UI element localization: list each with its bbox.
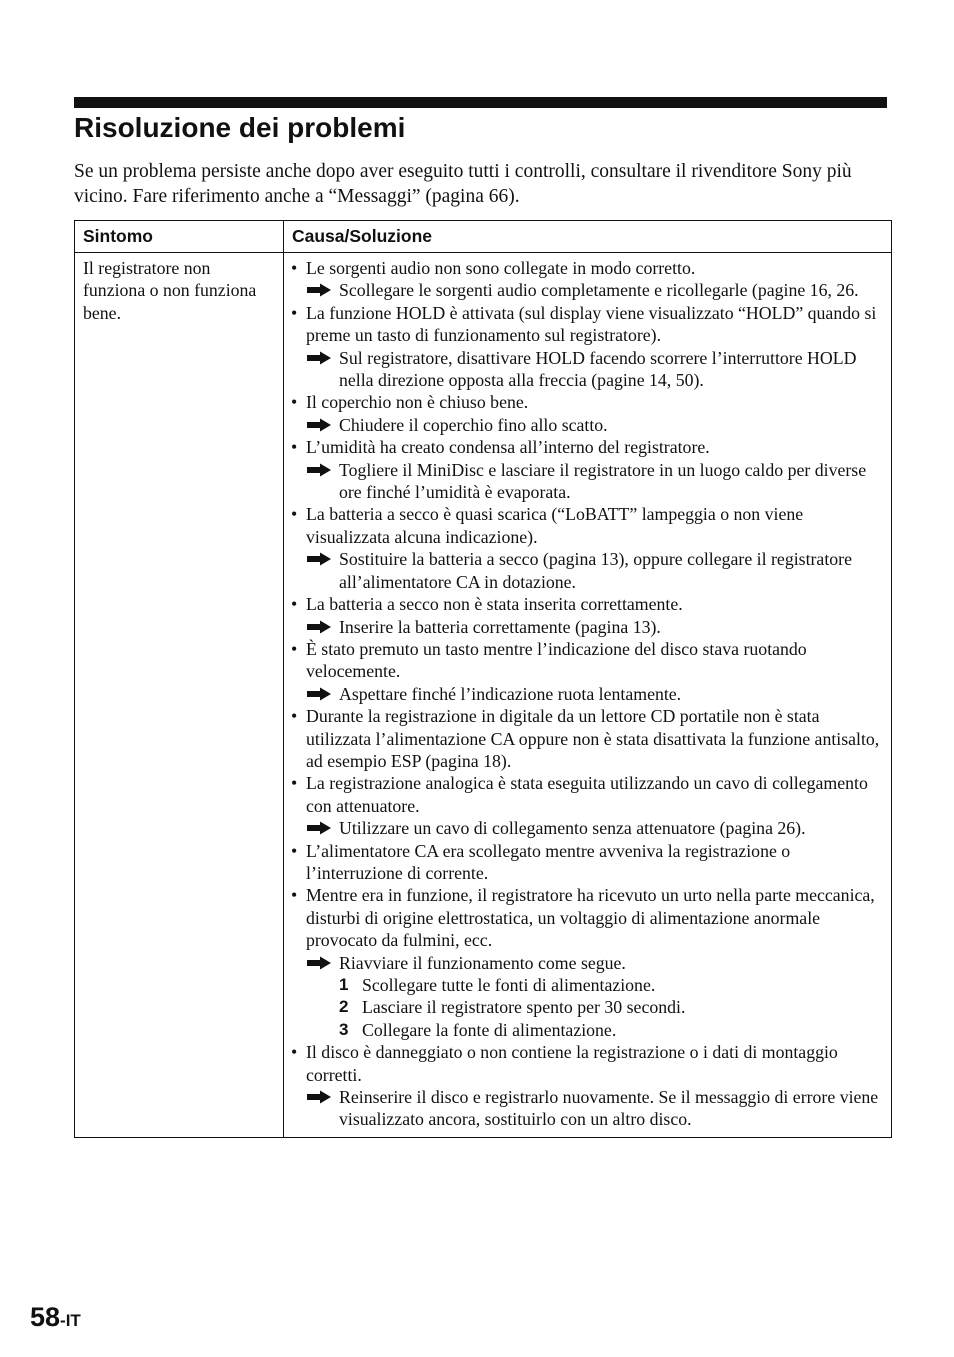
cause-text: Mentre era in funzione, il registratore ha ricevuto un urto nella parte meccanica, disturbi di origine elettrostatica, un voltaggio di alimentazione anormale provocato da fulmini, ecc. — [306, 885, 875, 951]
title-rule — [74, 97, 887, 108]
arrow-right-icon — [306, 418, 332, 432]
cause-text: Il disco è danneggiato o non contiene la registrazione o i dati di montaggio corretti. — [306, 1042, 838, 1085]
cause-text: L’umidità ha creato condensa all’interno del registratore. — [306, 437, 710, 458]
cause-item — [291, 705, 883, 772]
arrow-right-icon — [306, 956, 332, 970]
solution-item — [291, 279, 883, 301]
cause-item — [291, 840, 883, 885]
bullet-icon: • — [291, 773, 298, 794]
cause-item — [291, 593, 883, 615]
solution-text: Scollegare le sorgenti audio completamente e ricollegarle (pagine 16, 26. — [339, 280, 859, 301]
cause-text: Le sorgenti audio non sono collegate in modo corretto. — [306, 258, 696, 278]
step-item — [291, 1019, 883, 1041]
step-number: 1 — [339, 975, 349, 994]
cause-item — [291, 436, 883, 458]
arrow-right-icon — [306, 351, 332, 365]
step-number: 3 — [339, 1019, 349, 1039]
cause-item — [291, 1041, 883, 1086]
solution-item — [291, 1086, 883, 1131]
troubleshooting-table — [74, 220, 892, 1138]
solution-text: Riavviare il funzionamento come segue. — [339, 952, 626, 973]
cause-text: La registrazione analogica è stata eseguita utilizzando un cavo di collegamento con attenuatore. — [306, 773, 868, 816]
bullet-icon: • — [291, 302, 298, 323]
page-title: Risoluzione dei problemi — [74, 112, 406, 143]
arrow-right-icon — [306, 283, 332, 297]
arrow-right-icon — [306, 1090, 332, 1104]
solution-text: Chiudere il coperchio fino allo scatto. — [339, 414, 608, 435]
bullet-icon: • — [291, 638, 298, 659]
step-text: Collegare la fonte di alimentazione. — [362, 1019, 617, 1040]
symptom-cell: Il registratore non funziona o non funziona bene. — [75, 253, 284, 1138]
solution-text: Inserire la batteria correttamente (pagina 13). — [339, 616, 661, 637]
solution-text: Togliere il MiniDisc e lasciare il registratore in un luogo caldo per diverse ore finché l’umidità è evaporata. — [339, 459, 867, 503]
arrow-right-icon — [306, 620, 332, 634]
bullet-icon: • — [291, 1042, 298, 1063]
cause-item — [291, 503, 883, 548]
step-text: Scollegare tutte le fonti di alimentazione. — [362, 975, 656, 995]
solution-item — [291, 459, 883, 504]
intro-paragraph: Se un problema persiste anche dopo aver eseguito tutti i controlli, consultare il rivenditore Sony più vicino. Fare riferimento anche a “Messaggi” (pagina 66). — [74, 161, 852, 207]
solution-text: Sul registratore, disattivare HOLD facendo scorrere l’interruttore HOLD nella direzione opposta alla freccia (pagine 14, 50). — [339, 347, 857, 391]
cause-item — [291, 302, 883, 347]
bullet-icon: • — [291, 706, 298, 727]
solution-text: Utilizzare un cavo di collegamento senza attenuatore (pagina 26). — [339, 818, 806, 839]
cause-item — [291, 391, 883, 413]
cause-text: La funzione HOLD è attivata (sul display viene visualizzato “HOLD” quando si preme un tasto di funzionamento sul registratore). — [306, 302, 877, 346]
bullet-icon: • — [291, 437, 298, 458]
cause-text: È stato premuto un tasto mentre l’indicazione del disco stava ruotando velocemente. — [306, 638, 807, 682]
solution-item — [291, 952, 883, 974]
table-header-row — [75, 221, 892, 253]
solution-item — [291, 548, 883, 593]
solution-text: Aspettare finché l’indicazione ruota lentamente. — [339, 683, 682, 704]
solution-text: Reinserire il disco e registrarlo nuovamente. Se il messaggio di errore viene visualizzato ancora, sostituirlo con un altro disco. — [339, 1087, 879, 1130]
bullet-icon: • — [291, 840, 298, 861]
solutions-cell — [284, 253, 892, 1138]
solution-item — [291, 347, 883, 392]
arrow-right-icon — [306, 687, 332, 701]
table-row — [75, 253, 892, 1138]
solution-item — [291, 414, 883, 436]
step-item — [291, 974, 883, 996]
cause-text: Il coperchio non è chiuso bene. — [306, 392, 529, 413]
page-footer — [30, 1302, 81, 1333]
solution-item — [291, 817, 883, 839]
page-number: 58 — [30, 1302, 61, 1332]
solution-item — [291, 683, 883, 705]
cause-item — [291, 638, 883, 683]
solution-item — [291, 616, 883, 638]
cause-text: Durante la registrazione in digitale da un lettore CD portatile non è stata utilizzata l’alimentazione CA oppure non è stata disattivata la funzione antisalto, ad esempio ESP (pagina 18). — [306, 706, 880, 771]
arrow-right-icon — [306, 552, 332, 566]
bullet-icon: • — [291, 885, 298, 906]
arrow-right-icon — [306, 463, 332, 477]
cause-item — [291, 257, 883, 279]
page-language-suffix: -IT — [60, 1311, 81, 1330]
bullet-icon: • — [291, 392, 298, 413]
solution-text: Sostituire la batteria a secco (pagina 13), oppure collegare il registratore all’alimentatore CA in dotazione. — [339, 549, 852, 592]
bullet-icon: • — [291, 594, 298, 615]
step-text: Lasciare il registratore spento per 30 secondi. — [362, 997, 686, 1018]
cause-text: La batteria a secco è quasi scarica (“LoBATT” lampeggia o non viene visualizzata alcuna indicazione). — [306, 504, 804, 547]
cause-item — [291, 772, 883, 817]
cause-item — [291, 884, 883, 951]
step-number: 2 — [339, 997, 349, 1017]
step-item — [291, 996, 883, 1018]
bullet-icon: • — [291, 504, 298, 525]
bullet-icon: • — [291, 258, 298, 278]
arrow-right-icon — [306, 821, 332, 835]
column-header-cause-solution: Causa/Soluzione — [284, 221, 892, 253]
column-header-symptom: Sintomo — [75, 221, 284, 253]
cause-text: L’alimentatore CA era scollegato mentre avveniva la registrazione o l’interruzione di corrente. — [306, 840, 791, 883]
cause-text: La batteria a secco non è stata inserita correttamente. — [306, 594, 683, 615]
